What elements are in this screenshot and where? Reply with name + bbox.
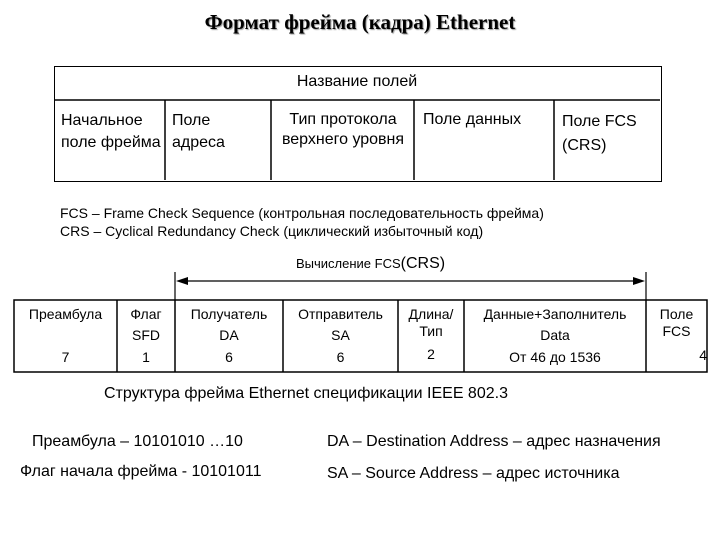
note-flag: Флаг начала фрейма - 10101011 xyxy=(20,463,262,480)
field-destination-size: 6 xyxy=(225,349,233,365)
field-source-name: Отправитель xyxy=(298,306,383,322)
field-flag-abbr: SFD xyxy=(132,327,160,343)
field-length-type-size: 2 xyxy=(427,346,435,362)
field-flag-name: Флаг xyxy=(130,306,162,322)
field-source-abbr: SA xyxy=(331,327,350,343)
note-sa: SA – Source Address – адрес источника xyxy=(327,465,620,482)
cell-fcs-field: Поле FCS (CRS) xyxy=(562,113,637,154)
arrow-left-head xyxy=(176,277,188,285)
field-flag-size: 1 xyxy=(142,349,150,365)
field-fcs-name: Поле FCS xyxy=(659,306,694,339)
field-length-type-name: Длина/ Тип xyxy=(408,306,454,339)
fcs-definition: FCS – Frame Check Sequence (контрольная последовательность фрейма) xyxy=(60,205,544,221)
field-data-abbr: Data xyxy=(540,327,570,343)
page-title: Формат фрейма (кадра) Ethernet xyxy=(204,10,516,34)
arrow-right-head xyxy=(633,277,645,285)
field-preamble-size: 7 xyxy=(61,349,70,365)
table-header: Название полей xyxy=(296,73,418,90)
field-data-size: От 46 до 1536 xyxy=(509,349,601,365)
field-preamble-name: Преамбула xyxy=(28,306,103,322)
field-destination-abbr: DA xyxy=(219,327,239,343)
cell-protocol-type: Тип протокола верхнего уровня xyxy=(281,111,405,148)
note-preamble: Преамбула – 10101010 …10 xyxy=(32,433,243,450)
fcs-calc-text: Вычисление FCS xyxy=(296,256,401,271)
field-source-size: 6 xyxy=(336,349,345,365)
field-fcs-size: 4 xyxy=(699,347,707,363)
fcs-calc-suffix: (CRS) xyxy=(400,255,446,272)
cell-start-field: Начальное поле фрейма xyxy=(61,112,161,151)
crs-definition: CRS – Cyclical Redundancy Check (циклический избыточный код) xyxy=(60,223,484,239)
cell-address-field: Поле адреса xyxy=(172,112,225,151)
note-da: DA – Destination Address – адрес назначения xyxy=(327,433,661,450)
frame-caption: Структура фрейма Ethernet спецификации IEEE 802.3 xyxy=(104,385,508,402)
field-destination-name: Получатель xyxy=(190,306,268,322)
cell-data-field: Поле данных xyxy=(423,111,522,128)
field-data-name: Данные+Заполнитель xyxy=(483,306,627,322)
